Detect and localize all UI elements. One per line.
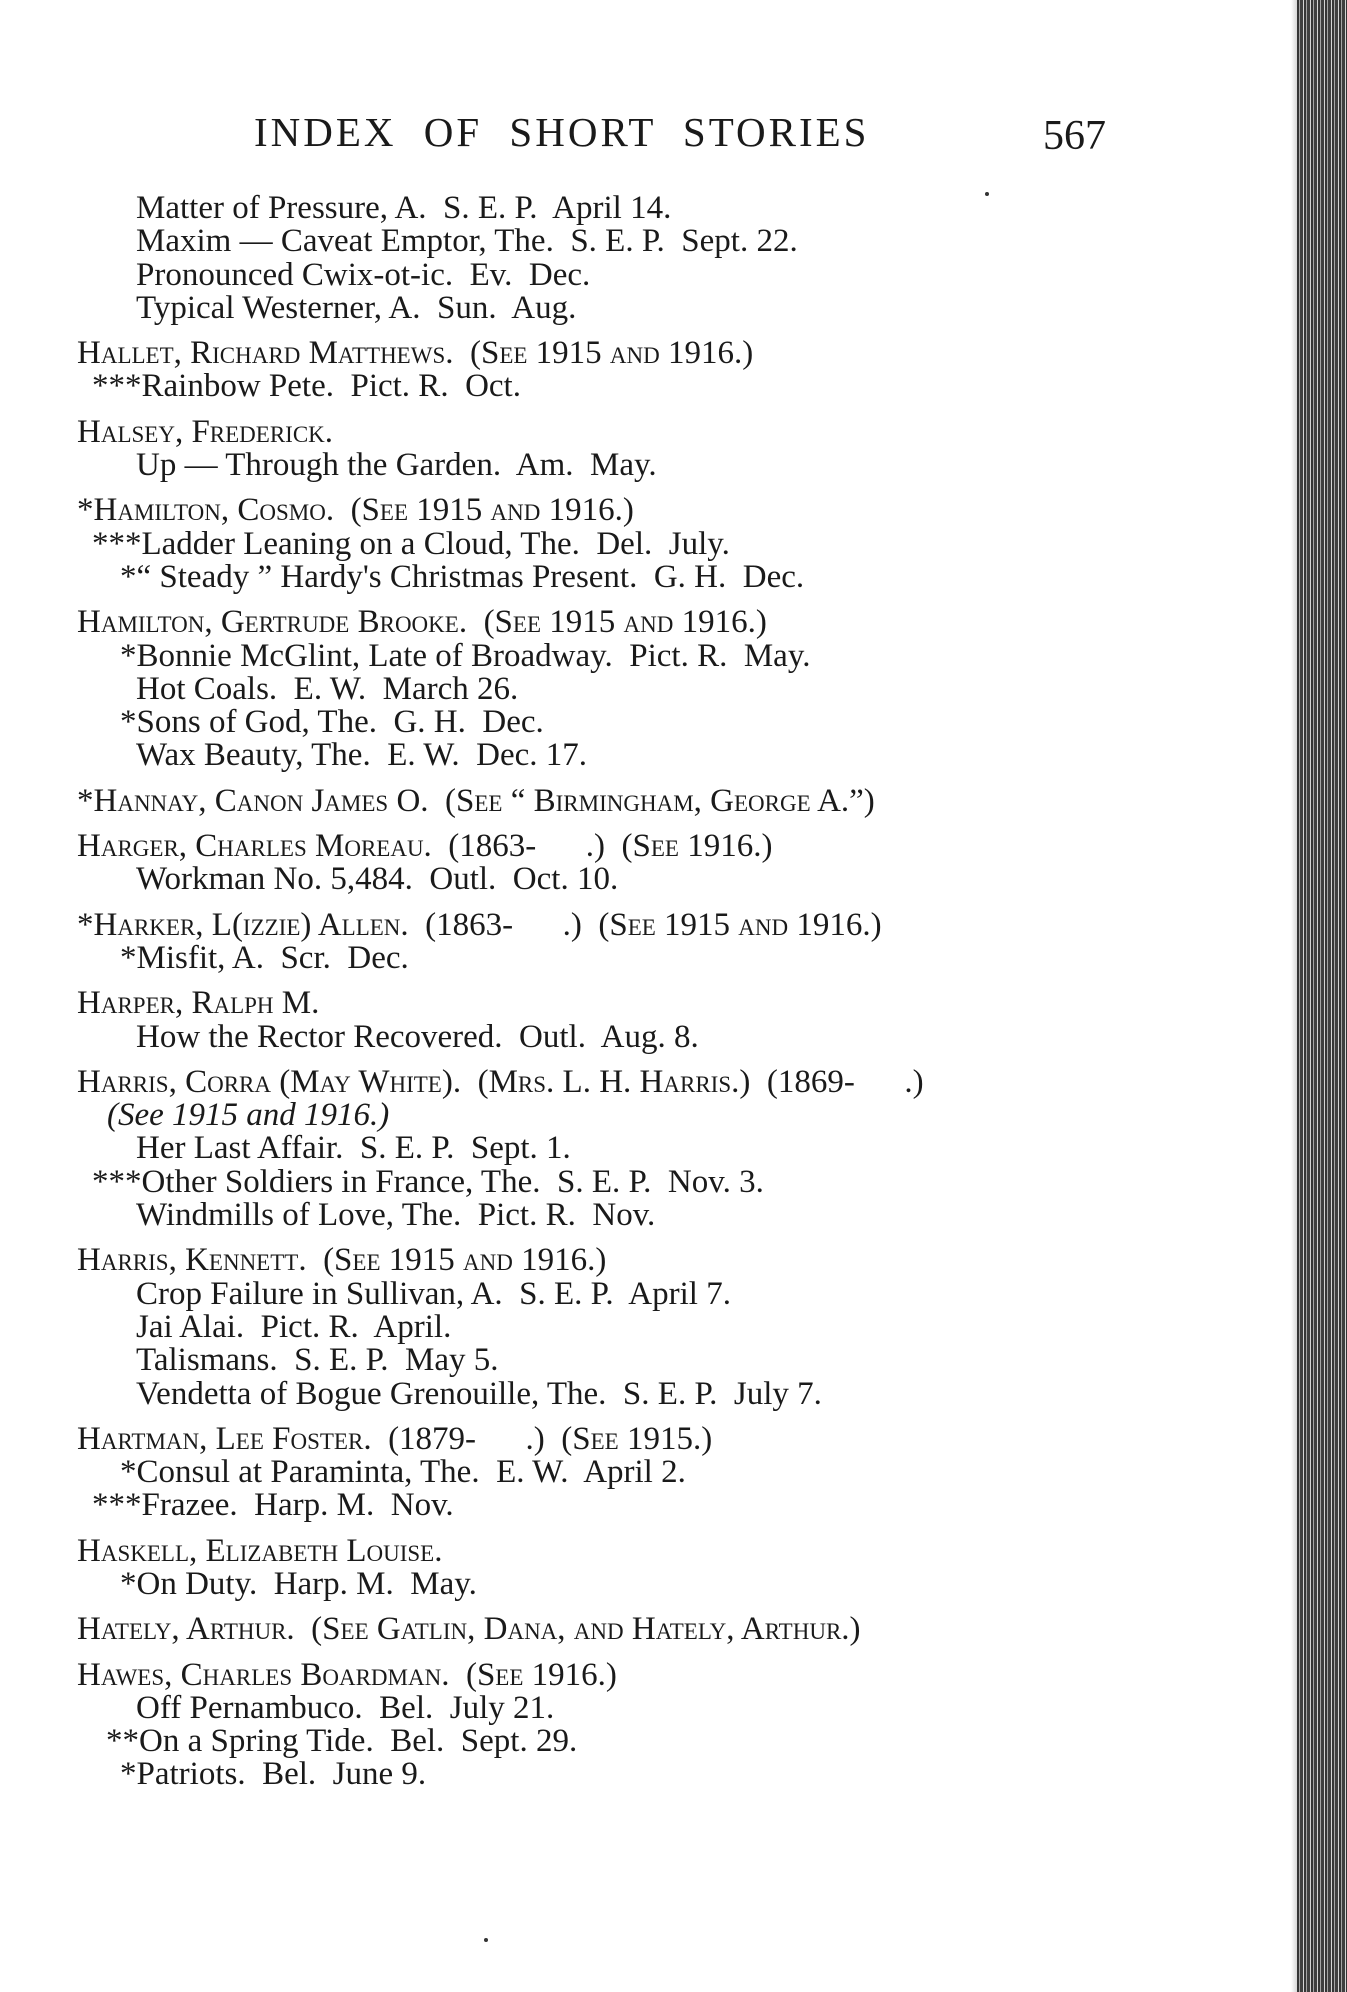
ink-speck — [985, 192, 989, 196]
book-spine — [1297, 0, 1347, 1992]
story-line: Maxim — Caveat Emptor, The. S. E. P. Sept. 22. — [136, 223, 798, 260]
story-line: *Bonnie McGlint, Late of Broadway. Pict. R. May. — [120, 637, 811, 674]
story-line: ***Ladder Leaning on a Cloud, The. Del. July. — [92, 525, 730, 562]
author-heading: Halsey, Frederick. — [77, 413, 334, 450]
running-head: INDEX OF SHORT STORIES — [254, 109, 870, 155]
story-line: Off Pernambuco. Bel. July 21. — [136, 1689, 555, 1726]
author-heading: Hately, Arthur. (See Gatlin, Dana, and Hately, Arthur.) — [77, 1611, 861, 1648]
index-entry — [0, 606, 1347, 772]
index-entry — [0, 1063, 1347, 1234]
author-heading: Harris, Kennett. (See 1915 and 1916.) — [77, 1242, 607, 1279]
index-entries — [0, 192, 1347, 1804]
story-line: ***Rainbow Pete. Pict. R. Oct. — [92, 368, 521, 405]
index-entry — [0, 494, 1347, 594]
page-number: 567 — [1043, 113, 1106, 159]
ink-speck — [484, 1938, 488, 1942]
story-line: **On a Spring Tide. Bel. Sept. 29. — [106, 1723, 578, 1760]
story-line: Hot Coals. E. W. March 26. — [136, 670, 519, 707]
index-entry — [0, 830, 1347, 897]
story-line: How the Rector Recovered. Outl. Aug. 8. — [136, 1018, 699, 1055]
story-line: ***Frazee. Harp. M. Nov. — [92, 1487, 454, 1524]
index-entry — [0, 906, 1347, 976]
index-entry — [0, 1656, 1347, 1793]
author-heading: Harris, Corra (May White). (Mrs. L. H. Harris.) (1869- .) — [77, 1063, 924, 1100]
author-heading: Hartman, Lee Foster. (1879- .) (See 1915.) — [77, 1420, 713, 1457]
story-line: Up — Through the Garden. Am. May. — [136, 447, 657, 484]
author-heading: Harger, Charles Moreau. (1863- .) (See 1916.) — [77, 828, 773, 865]
index-entry — [0, 413, 1347, 484]
author-heading: *Hamilton, Cosmo. (See 1915 and 1916.) — [77, 492, 634, 529]
story-line: *Patriots. Bel. June 9. — [120, 1756, 427, 1793]
author-heading: Hallet, Richard Matthews. (See 1915 and 1916.) — [77, 335, 754, 372]
story-line: Crop Failure in Sullivan, A. S. E. P. April 7. — [136, 1275, 731, 1312]
author-heading: Hamilton, Gertrude Brooke. (See 1915 and 1916.) — [77, 604, 767, 641]
story-line: Vendetta of Bogue Grenouille, The. S. E. P. July 7. — [136, 1375, 822, 1412]
index-entry — [0, 987, 1347, 1054]
author-heading: *Harker, L(izzie) Allen. (1863- .) (See 1915 and 1916.) — [77, 906, 882, 943]
story-line: *Sons of God, The. G. H. Dec. — [120, 704, 544, 741]
author-note: (See 1915 and 1916.) — [107, 1097, 390, 1134]
story-line: *Consul at Paraminta, The. E. W. April 2. — [120, 1454, 686, 1491]
story-line: Wax Beauty, The. E. W. Dec. 17. — [136, 737, 587, 774]
index-entry — [0, 1420, 1347, 1524]
index-entry — [0, 782, 1347, 819]
story-line: Matter of Pressure, A. S. E. P. April 14. — [136, 190, 672, 226]
author-heading: *Hannay, Canon James O. (See “ Birmingham, George A.”) — [77, 782, 875, 819]
story-line: Windmills of Love, The. Pict. R. Nov. — [136, 1197, 656, 1234]
index-entry — [0, 1613, 1347, 1646]
story-line: *On Duty. Harp. M. May. — [120, 1565, 477, 1602]
author-heading: Harper, Ralph M. — [77, 985, 320, 1022]
author-heading: Hawes, Charles Boardman. (See 1916.) — [77, 1656, 617, 1693]
story-line: Talismans. S. E. P. May 5. — [136, 1342, 499, 1379]
index-entry — [0, 337, 1347, 404]
index-entry — [0, 1532, 1347, 1602]
story-line: Pronounced Cwix-ot-ic. Ev. Dec. — [136, 256, 591, 293]
index-entry — [0, 1244, 1347, 1410]
index-entry — [0, 192, 1347, 325]
story-line: Jai Alai. Pict. R. April. — [136, 1308, 452, 1345]
story-line: *“ Steady ” Hardy's Christmas Present. G. H. Dec. — [120, 558, 805, 595]
story-line: Typical Westerner, A. Sun. Aug. — [136, 289, 577, 326]
story-line: ***Other Soldiers in France, The. S. E. P. Nov. 3. — [92, 1163, 764, 1200]
story-line: Her Last Affair. S. E. P. Sept. 1. — [136, 1130, 571, 1167]
author-heading: Haskell, Elizabeth Louise. — [77, 1532, 443, 1569]
story-line: Workman No. 5,484. Outl. Oct. 10. — [136, 861, 619, 898]
story-line: *Misfit, A. Scr. Dec. — [120, 939, 409, 976]
